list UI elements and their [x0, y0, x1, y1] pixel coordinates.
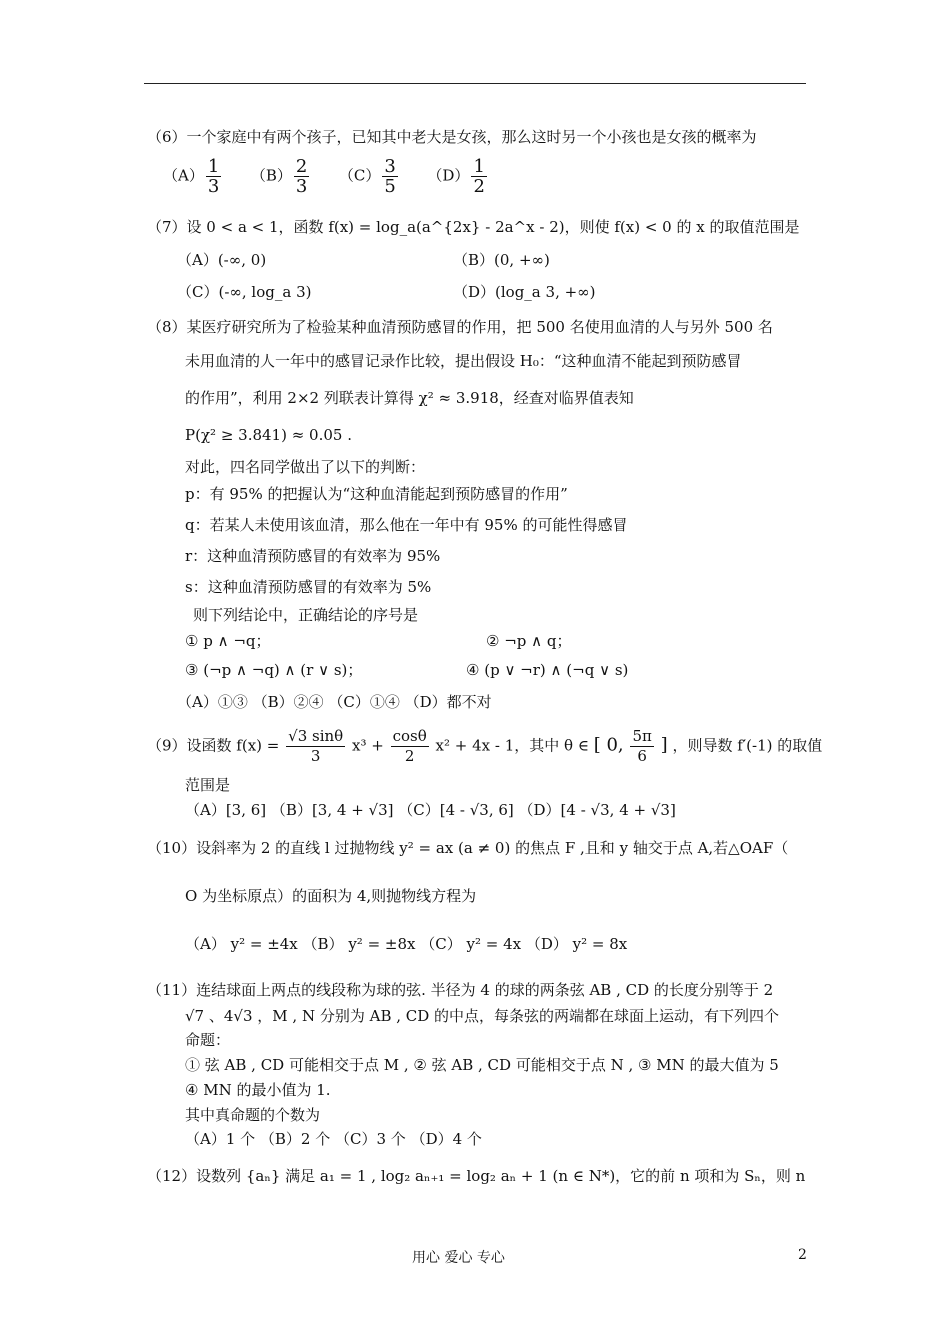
q6-stem: （6）一个家庭中有两个孩子，已知其中老大是女孩，那么这时另一个小孩也是女孩的概率为	[147, 128, 757, 146]
q11-line-5: ④ MN 的最小值为 1.	[185, 1081, 331, 1099]
page-number: 2	[798, 1247, 807, 1263]
q9-fraction-1: $\frac{√3 \sin\theta}{3}$	[288, 727, 344, 765]
q10-line-2: O 为坐标原点）的面积为 4,则抛物线方程为	[185, 887, 477, 905]
q8-line-5: 对此，四名同学做出了以下的判断：	[185, 458, 426, 476]
q8-conclusion-3: ③ (¬p ∧ ¬q) ∧ (r ∨ s)；	[185, 661, 363, 679]
q8-judgement-q: q：若某人未使用该血清，那么他在一年中有 95% 的可能性得感冒	[185, 516, 628, 534]
q11-line-2: √7 、4√3 ，M , N 分别为 AB , CD 的中点，每条弦的两端都在球面上运动，有下列四个	[185, 1007, 780, 1025]
q11-line-6: 其中真命题的个数为	[185, 1106, 321, 1124]
q9-middle: x³ +	[352, 736, 384, 755]
q6-option-d-label: （D）	[427, 166, 470, 185]
q10-options: （A） y² = ±4x （B） y² = ±8x （C） y² = 4x （D） y² = 8x	[185, 935, 628, 953]
q9-options: （A）[3, 6] （B）[3, 4 + √3] （C）[4 - √3, 6] （D）[4 - √3, 4 + √3]	[185, 801, 676, 819]
q8-line-4: P(χ² ≥ 3.841) ≈ 0.05 .	[185, 426, 352, 444]
q8-judgement-s: s：这种血清预防感冒的有效率为 5%	[185, 578, 432, 596]
q6-option-a-label: （A）	[163, 166, 204, 185]
q8-conclusion-4: ④ (p ∨ ¬r) ∧ (¬q ∨ s)	[466, 661, 629, 679]
q6-option-b-fraction: $\frac{2}{3}$	[295, 156, 308, 197]
header-rule	[144, 83, 806, 84]
q8-line-10: 则下列结论中，正确结论的序号是	[193, 606, 419, 624]
q9-bracket-right: ]	[660, 734, 668, 756]
q7-option-d: （D）(log_a 3, +∞)	[453, 283, 596, 301]
q9-post: x² + 4x - 1，其中 θ ∈	[435, 736, 589, 755]
q8-conclusion-2: ② ¬p ∧ q；	[486, 632, 572, 650]
q7-option-c: （C）(-∞, log_a 3)	[177, 283, 312, 301]
q8-judgement-p: p：有 95% 的把握认为“这种血清能起到预防感冒的作用”	[185, 485, 568, 503]
footer-motto: 用心 爱心 专心	[412, 1250, 505, 1266]
q7-stem: （7）设 0 < a < 1，函数 f(x) = log_a(a^{2x} - 2a^x - 2)，则使 f(x) < 0 的 x 的取值范围是	[147, 218, 800, 236]
q6-option-b-label: （B）	[250, 166, 292, 185]
q7-option-a: （A）(-∞, 0)	[177, 251, 267, 269]
q9-fraction-3: $\frac{5\pi}{6}$	[632, 727, 652, 765]
q8-line-1: （8）某医疗研究所为了检验某种血清预防感冒的作用，把 500 名使用血清的人与另外 500 名	[147, 318, 773, 336]
q7-option-b: （B）(0, +∞)	[453, 251, 550, 269]
q9-line-2: 范围是	[185, 776, 231, 794]
q9-fraction-2: $\frac{\cos\theta}{2}$	[392, 727, 427, 765]
q10-line-1: （10）设斜率为 2 的直线 l 过抛物线 y² = ax (a ≠ 0) 的焦点 F ,且和 y 轴交于点 A,若△OAF（	[147, 839, 789, 857]
q6-option-a-fraction: $\frac{1}{3}$	[207, 156, 220, 197]
q12-line-1: （12）设数列 {aₙ} 满足 a₁ = 1 , log₂ aₙ₊₁ = log₂ aₙ + 1 (n ∈ N*)，它的前 n 项和为 Sₙ，则 n	[147, 1167, 806, 1185]
q9-tail: ，则导数 f′(-1) 的取值	[672, 736, 823, 755]
q8-options: （A）①③ （B）②④ （C）①④ （D）都不对	[177, 693, 492, 711]
q9-bracket-left: [ 0,	[593, 734, 624, 756]
q6-options	[163, 157, 489, 196]
q6-option-c-label: （C）	[338, 166, 381, 185]
q11-options: （A）1 个 （B）2 个 （C）3 个 （D）4 个	[185, 1130, 482, 1148]
q8-conclusion-1: ① p ∧ ¬q；	[185, 632, 271, 650]
q6-option-d-fraction: $\frac{1}{2}$	[473, 156, 485, 197]
q9-prefix: （9）设函数 f(x) =	[147, 736, 280, 755]
q9-stem	[147, 727, 822, 766]
q11-line-4: ① 弦 AB , CD 可能相交于点 M , ② 弦 AB , CD 可能相交于点 N , ③ MN 的最大值为 5	[185, 1056, 779, 1074]
q11-line-1: （11）连结球面上两点的线段称为球的弦. 半径为 4 的球的两条弦 AB , CD 的长度分别等于 2	[147, 981, 774, 999]
q11-line-3: 命题：	[185, 1031, 231, 1049]
q8-line-2: 未用血清的人一年中的感冒记录作比较，提出假设 H₀：“这种血清不能起到预防感冒	[185, 352, 742, 370]
q8-line-3: 的作用”，利用 2×2 列联表计算得 χ² ≈ 3.918，经查对临界值表知	[185, 389, 634, 407]
q6-option-c-fraction: $\frac{3}{5}$	[384, 156, 396, 197]
q8-judgement-r: r：这种血清预防感冒的有效率为 95%	[185, 547, 441, 565]
